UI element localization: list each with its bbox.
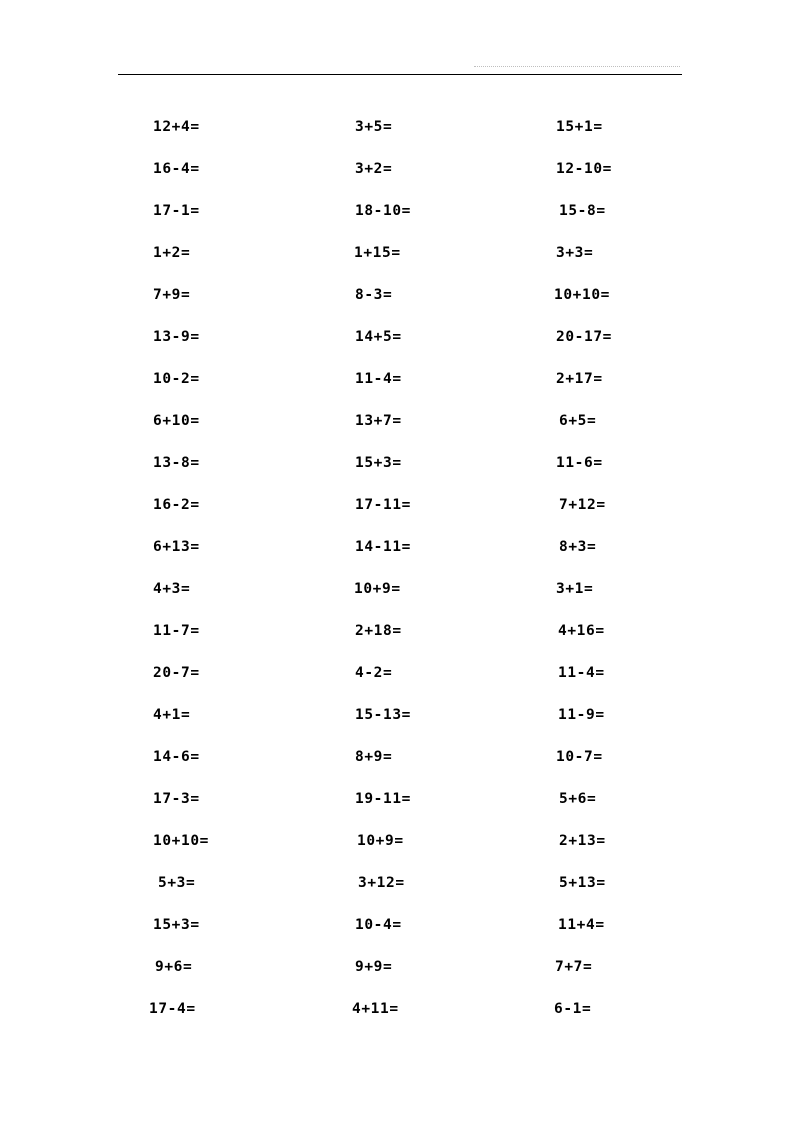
- math-problem: 14-6=: [153, 749, 200, 765]
- math-problem: 15+3=: [355, 455, 402, 471]
- math-problem: 9+9=: [355, 959, 393, 975]
- math-problem: 12-10=: [556, 161, 612, 177]
- math-problem: 10-7=: [556, 749, 603, 765]
- math-problem: 15+1=: [556, 119, 603, 135]
- math-problem: 16-4=: [153, 161, 200, 177]
- math-problem: 11+4=: [558, 917, 605, 933]
- problem-column-2: [352, 116, 555, 1040]
- math-problem: 6+10=: [153, 413, 200, 429]
- math-problem: 4+3=: [153, 581, 191, 597]
- math-problem: 14+5=: [355, 329, 402, 345]
- math-problem: 11-6=: [556, 455, 603, 471]
- math-problem: 17-11=: [355, 497, 411, 513]
- math-problem: 7+7=: [555, 959, 593, 975]
- math-problem: 6+5=: [559, 413, 597, 429]
- math-problem: 10+9=: [357, 833, 404, 849]
- math-problem: 13-9=: [153, 329, 200, 345]
- problem-column-1: [149, 116, 353, 1040]
- math-problem: 18-10=: [355, 203, 411, 219]
- math-problem: 2+13=: [559, 833, 606, 849]
- math-problem: 11-4=: [355, 371, 402, 387]
- math-problem: 12+4=: [153, 119, 200, 135]
- math-problem: 15-8=: [559, 203, 606, 219]
- math-problem: 4+16=: [558, 623, 605, 639]
- math-problem: 4+11=: [352, 1001, 399, 1017]
- math-problem: 10+9=: [354, 581, 401, 597]
- math-problem: 17-1=: [153, 203, 200, 219]
- math-problem: 10+10=: [153, 833, 209, 849]
- math-problem: 8+3=: [559, 539, 597, 555]
- math-problem: 1+15=: [354, 245, 401, 261]
- math-problem: 19-11=: [355, 791, 411, 807]
- math-problem: 3+5=: [355, 119, 393, 135]
- math-problem: 14-11=: [355, 539, 411, 555]
- math-problem: 10-2=: [153, 371, 200, 387]
- math-problem: 11-9=: [558, 707, 605, 723]
- math-problem: 3+2=: [355, 161, 393, 177]
- math-problem: 7+9=: [153, 287, 191, 303]
- math-problem: 13-8=: [153, 455, 200, 471]
- math-problem: 10-4=: [355, 917, 402, 933]
- math-problem: 15+3=: [153, 917, 200, 933]
- math-problem: 5+6=: [559, 791, 597, 807]
- math-problem: 6-1=: [554, 1001, 592, 1017]
- math-problem: 20-7=: [153, 665, 200, 681]
- math-problem: 2+17=: [556, 371, 603, 387]
- math-problem: 8+9=: [355, 749, 393, 765]
- math-problem: 10+10=: [554, 287, 610, 303]
- math-problem: 13+7=: [355, 413, 402, 429]
- math-problem: 8-3=: [355, 287, 393, 303]
- math-problem: 5+13=: [559, 875, 606, 891]
- math-problem: 9+6=: [155, 959, 193, 975]
- math-problem: 11-7=: [153, 623, 200, 639]
- math-problem: 6+13=: [153, 539, 200, 555]
- math-problem: 11-4=: [558, 665, 605, 681]
- math-problem: 3+12=: [358, 875, 405, 891]
- math-problem: 3+1=: [556, 581, 594, 597]
- math-problem: 15-13=: [355, 707, 411, 723]
- math-problem: 16-2=: [153, 497, 200, 513]
- math-problem: 4+1=: [153, 707, 191, 723]
- problem-column-3: [556, 116, 756, 1040]
- math-problem: 5+3=: [158, 875, 196, 891]
- math-problem: 7+12=: [559, 497, 606, 513]
- math-problem: 3+3=: [556, 245, 594, 261]
- math-problem: 17-3=: [153, 791, 200, 807]
- math-problem: 4-2=: [355, 665, 393, 681]
- math-problem: 2+18=: [355, 623, 402, 639]
- math-problem: 17-4=: [149, 1001, 196, 1017]
- math-problem: 20-17=: [556, 329, 612, 345]
- math-problem: 1+2=: [153, 245, 191, 261]
